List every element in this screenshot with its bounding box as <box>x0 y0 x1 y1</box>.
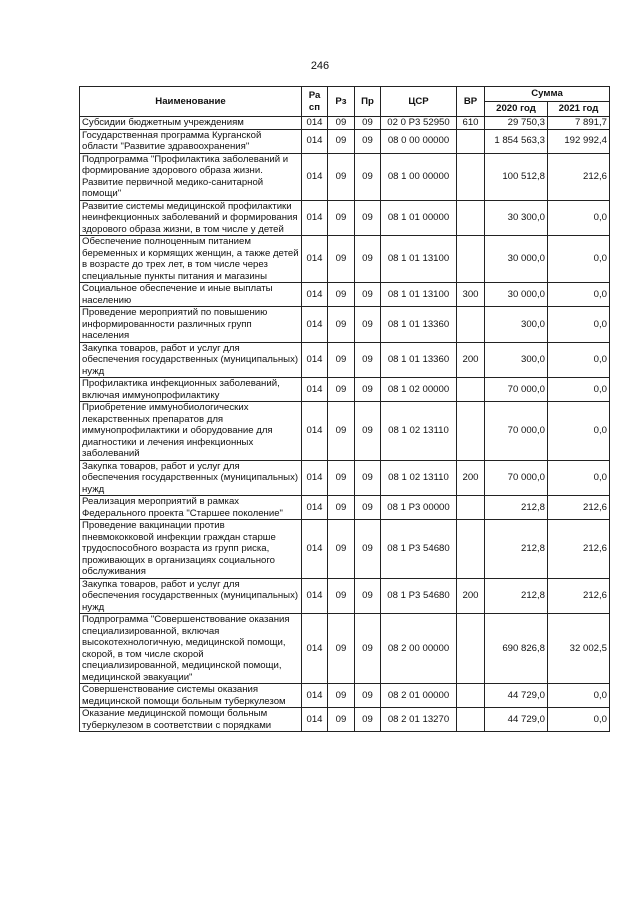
cell-name: Профилактика инфекционных заболеваний, включая иммунопрофилактику <box>80 378 302 402</box>
cell-y2021: 0,0 <box>548 708 610 732</box>
header-vr: ВР <box>457 87 485 117</box>
cell-pr: 09 <box>355 578 381 614</box>
cell-vr: 610 <box>457 117 485 130</box>
cell-vr <box>457 708 485 732</box>
cell-y2020: 44 729,0 <box>485 684 548 708</box>
cell-y2020: 44 729,0 <box>485 708 548 732</box>
cell-rasp: 014 <box>302 129 328 153</box>
cell-name: Подпрограмма "Совершенствование оказания специализированной, включая высокотехнологичную, медицинской помощи, скорой, в том числе скорой специализированной, медицинской помощи, медицинской эвакуации" <box>80 614 302 684</box>
cell-y2021: 32 002,5 <box>548 614 610 684</box>
cell-y2021: 0,0 <box>548 342 610 378</box>
cell-rz: 09 <box>328 307 355 343</box>
cell-rz: 09 <box>328 460 355 496</box>
cell-y2021: 212,6 <box>548 496 610 520</box>
cell-name: Закупка товаров, работ и услуг для обеспечения государственных (муниципальных) нужд <box>80 578 302 614</box>
cell-vr <box>457 684 485 708</box>
cell-rasp: 014 <box>302 684 328 708</box>
cell-pr: 09 <box>355 117 381 130</box>
cell-pr: 09 <box>355 200 381 236</box>
table-row <box>80 236 610 283</box>
cell-pr: 09 <box>355 684 381 708</box>
cell-pr: 09 <box>355 236 381 283</box>
cell-y2020: 1 854 563,3 <box>485 129 548 153</box>
cell-vr <box>457 402 485 461</box>
header-2020: 2020 год <box>485 102 548 117</box>
cell-rasp: 014 <box>302 307 328 343</box>
cell-name: Социальное обеспечение и иные выплаты населению <box>80 283 302 307</box>
cell-name: Оказание медицинской помощи больным туберкулезом в соответствии с порядками <box>80 708 302 732</box>
cell-pr: 09 <box>355 153 381 200</box>
cell-vr: 200 <box>457 578 485 614</box>
cell-y2020: 70 000,0 <box>485 402 548 461</box>
cell-vr: 300 <box>457 283 485 307</box>
cell-vr <box>457 200 485 236</box>
cell-y2021: 0,0 <box>548 283 610 307</box>
cell-pr: 09 <box>355 460 381 496</box>
cell-rasp: 014 <box>302 402 328 461</box>
cell-csr: 08 1 Р3 54680 <box>381 578 457 614</box>
cell-y2021: 7 891,7 <box>548 117 610 130</box>
cell-csr: 08 1 Р3 54680 <box>381 520 457 579</box>
cell-rasp: 014 <box>302 496 328 520</box>
table-row <box>80 283 610 307</box>
cell-name: Обеспечение полноценным питанием беременных и кормящих женщин, а также детей в возрасте до трех лет, в том числе через специальные пункты питания и магазины <box>80 236 302 283</box>
cell-pr: 09 <box>355 614 381 684</box>
header-name: Наименование <box>80 87 302 117</box>
header-pr: Пр <box>355 87 381 117</box>
cell-csr: 08 1 01 13100 <box>381 236 457 283</box>
table-row <box>80 129 610 153</box>
cell-pr: 09 <box>355 496 381 520</box>
cell-rz: 09 <box>328 520 355 579</box>
cell-pr: 09 <box>355 283 381 307</box>
cell-y2020: 70 000,0 <box>485 378 548 402</box>
cell-rz: 09 <box>328 578 355 614</box>
cell-name: Реализация мероприятий в рамках Федерального проекта "Старшее поколение" <box>80 496 302 520</box>
cell-y2020: 30 000,0 <box>485 236 548 283</box>
table-row <box>80 342 610 378</box>
cell-name: Приобретение иммунобиологических лекарственных препаратов для иммунопрофилактики и оборудование для диагностики и лечения инфекционных заболеваний <box>80 402 302 461</box>
table-row <box>80 520 610 579</box>
cell-y2021: 212,6 <box>548 520 610 579</box>
budget-table <box>79 86 610 732</box>
cell-y2020: 29 750,3 <box>485 117 548 130</box>
cell-y2020: 300,0 <box>485 307 548 343</box>
cell-vr <box>457 378 485 402</box>
cell-y2021: 0,0 <box>548 236 610 283</box>
cell-rz: 09 <box>328 402 355 461</box>
cell-pr: 09 <box>355 342 381 378</box>
cell-y2020: 30 300,0 <box>485 200 548 236</box>
cell-rz: 09 <box>328 236 355 283</box>
cell-pr: 09 <box>355 378 381 402</box>
cell-rz: 09 <box>328 378 355 402</box>
cell-rasp: 014 <box>302 708 328 732</box>
cell-y2021: 0,0 <box>548 307 610 343</box>
cell-vr <box>457 236 485 283</box>
cell-vr <box>457 614 485 684</box>
cell-csr: 08 1 01 13100 <box>381 283 457 307</box>
table-row <box>80 578 610 614</box>
cell-rz: 09 <box>328 708 355 732</box>
cell-name: Субсидии бюджетным учреждениям <box>80 117 302 130</box>
cell-csr: 08 1 01 13360 <box>381 342 457 378</box>
cell-csr: 08 0 00 00000 <box>381 129 457 153</box>
cell-rz: 09 <box>328 684 355 708</box>
cell-pr: 09 <box>355 708 381 732</box>
cell-rz: 09 <box>328 129 355 153</box>
cell-rasp: 014 <box>302 236 328 283</box>
table-row <box>80 117 610 130</box>
page-number: 246 <box>310 60 330 72</box>
header-sum: Сумма <box>485 87 610 102</box>
cell-y2021: 0,0 <box>548 378 610 402</box>
table-row <box>80 496 610 520</box>
cell-name: Проведение мероприятий по повышению информированности различных групп населения <box>80 307 302 343</box>
table-row <box>80 684 610 708</box>
table-row <box>80 708 610 732</box>
cell-csr: 08 1 00 00000 <box>381 153 457 200</box>
header-rz: Рз <box>328 87 355 117</box>
cell-rz: 09 <box>328 283 355 307</box>
cell-y2020: 70 000,0 <box>485 460 548 496</box>
cell-csr: 08 1 01 13360 <box>381 307 457 343</box>
cell-y2020: 212,8 <box>485 520 548 579</box>
cell-y2020: 300,0 <box>485 342 548 378</box>
cell-rz: 09 <box>328 342 355 378</box>
cell-csr: 08 2 01 00000 <box>381 684 457 708</box>
cell-rasp: 014 <box>302 342 328 378</box>
cell-y2020: 212,8 <box>485 578 548 614</box>
header-csr: ЦСР <box>381 87 457 117</box>
cell-name: Закупка товаров, работ и услуг для обеспечения государственных (муниципальных) нужд <box>80 460 302 496</box>
cell-y2021: 192 992,4 <box>548 129 610 153</box>
cell-pr: 09 <box>355 307 381 343</box>
cell-rasp: 014 <box>302 117 328 130</box>
cell-y2020: 212,8 <box>485 496 548 520</box>
cell-csr: 02 0 Р3 52950 <box>381 117 457 130</box>
cell-y2021: 0,0 <box>548 200 610 236</box>
cell-csr: 08 2 01 13270 <box>381 708 457 732</box>
cell-csr: 08 1 01 00000 <box>381 200 457 236</box>
cell-pr: 09 <box>355 129 381 153</box>
cell-rz: 09 <box>328 614 355 684</box>
table-row <box>80 378 610 402</box>
cell-rasp: 014 <box>302 614 328 684</box>
cell-rasp: 014 <box>302 520 328 579</box>
cell-rz: 09 <box>328 117 355 130</box>
cell-rz: 09 <box>328 200 355 236</box>
cell-y2020: 100 512,8 <box>485 153 548 200</box>
cell-name: Государственная программа Курганской области "Развитие здравоохранения" <box>80 129 302 153</box>
cell-vr: 200 <box>457 460 485 496</box>
cell-rasp: 014 <box>302 200 328 236</box>
cell-rasp: 014 <box>302 283 328 307</box>
table-row <box>80 200 610 236</box>
cell-rz: 09 <box>328 496 355 520</box>
cell-pr: 09 <box>355 520 381 579</box>
cell-name: Совершенствование системы оказания медицинской помощи больным туберкулезом <box>80 684 302 708</box>
table-row <box>80 307 610 343</box>
cell-csr: 08 1 02 13110 <box>381 402 457 461</box>
cell-vr <box>457 520 485 579</box>
table-row <box>80 460 610 496</box>
cell-rasp: 014 <box>302 460 328 496</box>
cell-y2021: 212,6 <box>548 153 610 200</box>
cell-y2021: 0,0 <box>548 684 610 708</box>
table-row <box>80 402 610 461</box>
cell-y2021: 0,0 <box>548 460 610 496</box>
table-row <box>80 614 610 684</box>
cell-name: Развитие системы медицинской профилактики неинфекционных заболеваний и формирования здорового образа жизни, в том числе у детей <box>80 200 302 236</box>
header-rasp: Ра сп <box>302 87 328 117</box>
cell-y2020: 690 826,8 <box>485 614 548 684</box>
cell-pr: 09 <box>355 402 381 461</box>
cell-name: Проведение вакцинации против пневмококковой инфекции граждан старше трудоспособного возраста из групп риска, проживающих в организациях социального обслуживания <box>80 520 302 579</box>
cell-rasp: 014 <box>302 578 328 614</box>
cell-y2021: 212,6 <box>548 578 610 614</box>
table-row <box>80 153 610 200</box>
cell-csr: 08 1 02 13110 <box>381 460 457 496</box>
cell-csr: 08 1 Р3 00000 <box>381 496 457 520</box>
cell-vr <box>457 496 485 520</box>
cell-rasp: 014 <box>302 378 328 402</box>
cell-vr: 200 <box>457 342 485 378</box>
cell-y2021: 0,0 <box>548 402 610 461</box>
cell-name: Подпрограмма "Профилактика заболеваний и формирование здорового образа жизни. Развитие первичной медико-санитарной помощи" <box>80 153 302 200</box>
cell-rz: 09 <box>328 153 355 200</box>
header-2021: 2021 год <box>548 102 610 117</box>
cell-vr <box>457 307 485 343</box>
cell-csr: 08 2 00 00000 <box>381 614 457 684</box>
cell-vr <box>457 153 485 200</box>
cell-rasp: 014 <box>302 153 328 200</box>
cell-csr: 08 1 02 00000 <box>381 378 457 402</box>
cell-name: Закупка товаров, работ и услуг для обеспечения государственных (муниципальных) нужд <box>80 342 302 378</box>
cell-vr <box>457 129 485 153</box>
cell-y2020: 30 000,0 <box>485 283 548 307</box>
